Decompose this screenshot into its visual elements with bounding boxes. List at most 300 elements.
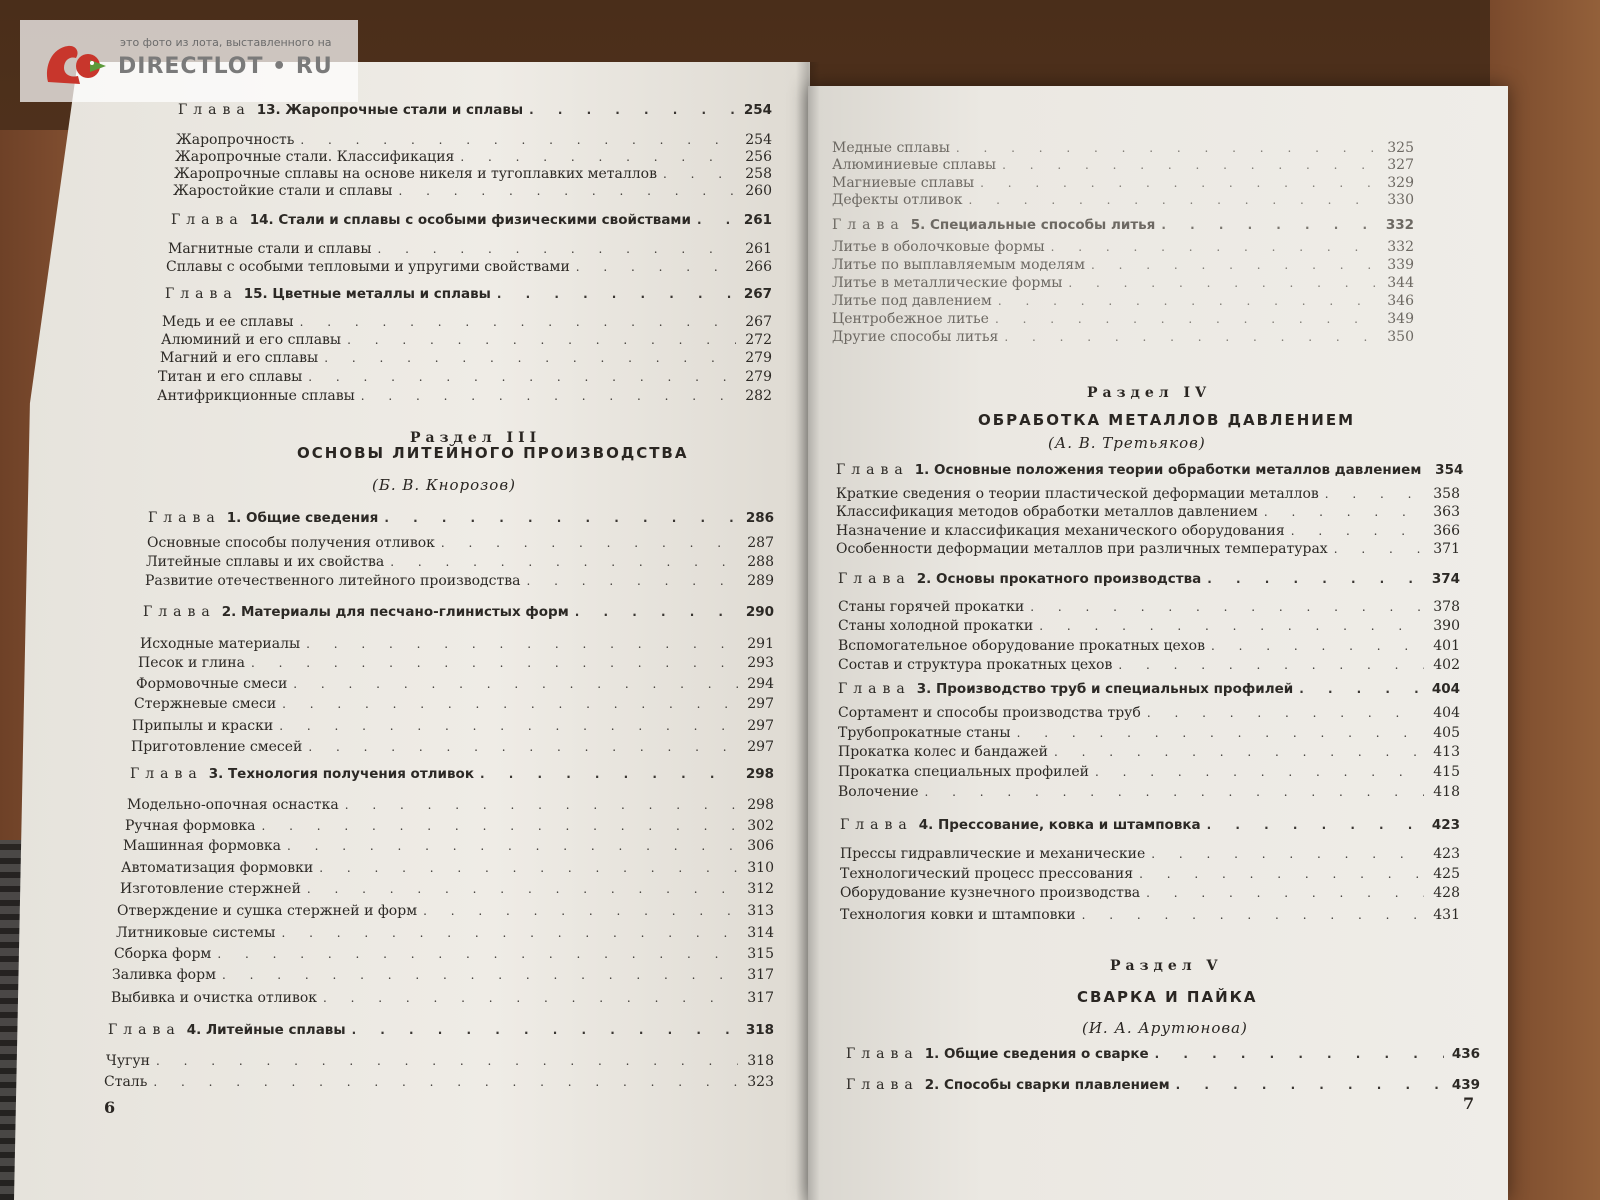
toc-entry-title: Машинная формовка <box>123 838 281 854</box>
toc-entry <box>112 967 774 983</box>
toc-entry-title: Станы холодной прокатки <box>838 618 1034 634</box>
toc-entry-page: 317 <box>747 967 774 983</box>
dot-leader <box>1155 1047 1444 1061</box>
toc-entry-title: Медные сплавы <box>832 140 950 156</box>
toc-entry <box>832 311 1414 327</box>
toc-entry-title: Состав и структура прокатных цехов <box>838 657 1113 673</box>
toc-entry-title: Прокатка колес и бандажей <box>838 744 1048 760</box>
dot-leader <box>1176 1078 1444 1092</box>
chapter-prefix: Глава <box>846 1077 919 1093</box>
toc-chapter-entry <box>832 217 1414 233</box>
dot-leader <box>262 819 738 833</box>
toc-entry-title: Основные способы получения отливок <box>147 535 435 551</box>
toc-entry-page: 428 <box>1433 885 1460 901</box>
toc-entry-page: 286 <box>745 510 774 526</box>
toc-entry-page: 374 <box>1431 571 1460 587</box>
toc-chapter-entry <box>171 212 772 228</box>
toc-entry-page: 258 <box>745 166 772 182</box>
toc-entry <box>838 784 1460 800</box>
toc-entry-title: 15. Цветные металлы и сплавы <box>243 286 491 302</box>
toc-entry-page: 315 <box>747 946 774 962</box>
toc-chapter-entry <box>165 286 772 302</box>
dot-leader <box>281 926 738 940</box>
dot-leader <box>306 637 738 651</box>
dot-leader <box>697 213 736 227</box>
dot-leader <box>1082 908 1424 922</box>
toc-entry-title: Центробежное литье <box>832 311 989 327</box>
chapter-prefix: Глава <box>130 766 203 782</box>
toc-entry-title: Стержневые смеси <box>134 696 277 712</box>
toc-entry <box>116 925 774 941</box>
page-number-left: 6 <box>104 1098 116 1117</box>
toc-entry-title: Волочение <box>838 784 919 800</box>
dot-leader <box>1147 706 1424 720</box>
toc-entry-page: 279 <box>745 369 772 385</box>
dot-leader <box>1325 487 1424 501</box>
dot-leader <box>1004 330 1378 344</box>
toc-entry-page: 290 <box>745 604 774 620</box>
toc-entry-page: 318 <box>747 1053 774 1069</box>
toc-entry-page: 254 <box>743 102 772 118</box>
toc-entry <box>121 860 774 876</box>
toc-entry-title: 1. Общие сведения о сварке <box>924 1046 1149 1062</box>
toc-entry-title: Назначение и классификация механического оборудования <box>836 523 1285 539</box>
toc-entry-page: 294 <box>747 676 774 692</box>
dot-leader <box>497 287 736 301</box>
dot-leader <box>998 294 1378 308</box>
toc-entry-page: 318 <box>745 1022 774 1038</box>
dot-leader <box>423 904 738 918</box>
toc-entry-page: 329 <box>1387 175 1414 191</box>
toc-entry-page: 325 <box>1387 140 1414 156</box>
toc-entry-title: Сортамент и способы производства труб <box>838 705 1141 721</box>
dot-leader <box>347 333 736 347</box>
toc-entry-page: 288 <box>747 554 774 570</box>
toc-chapter-entry <box>838 571 1460 587</box>
toc-entry-page: 327 <box>1387 157 1414 173</box>
toc-entry <box>836 504 1460 520</box>
toc-entry <box>136 676 774 692</box>
toc-entry <box>173 183 772 199</box>
toc-entry-title: Магниевые сплавы <box>832 175 975 191</box>
chapter-prefix: Глава <box>143 604 216 620</box>
toc-entry <box>832 239 1414 255</box>
toc-entry <box>176 132 772 148</box>
toc-entry <box>147 535 774 551</box>
toc-entry-title: Заливка форм <box>112 967 216 983</box>
dot-leader <box>324 351 736 365</box>
toc-entry <box>161 332 772 348</box>
toc-chapter-entry <box>840 817 1460 833</box>
toc-entry <box>132 718 774 734</box>
toc-entry <box>832 175 1414 191</box>
toc-entry <box>832 192 1414 208</box>
toc-entry-title: Оборудование кузнечного производства <box>840 885 1141 901</box>
toc-chapter-entry <box>108 1022 774 1038</box>
dot-leader <box>307 882 738 896</box>
toc-entry <box>138 655 774 671</box>
toc-entry-title: 2. Материалы для песчано-глинистых форм <box>221 604 569 620</box>
toc-entry <box>174 166 772 182</box>
toc-chapter-entry <box>148 510 774 526</box>
toc-entry <box>832 257 1414 273</box>
toc-entry-page: 323 <box>747 1074 774 1090</box>
dot-leader <box>308 740 738 754</box>
toc-entry <box>158 369 772 385</box>
toc-entry-title: Чугун <box>106 1053 150 1069</box>
toc-chapter-entry <box>846 1077 1480 1093</box>
toc-entry-title: 5. Специальные способы литья <box>910 217 1156 233</box>
dot-leader <box>1002 158 1378 172</box>
dot-leader <box>1054 745 1424 759</box>
toc-entry-page: 371 <box>1433 541 1460 557</box>
dot-leader <box>300 133 736 147</box>
toc-entry-page: 279 <box>745 350 772 366</box>
dot-leader <box>441 536 738 550</box>
toc-entry-page: 282 <box>745 388 772 404</box>
toc-entry-page: 402 <box>1433 657 1460 673</box>
toc-entry-page: 423 <box>1433 846 1460 862</box>
toc-chapter-entry <box>846 1046 1480 1062</box>
toc-chapter-entry <box>130 766 774 782</box>
toc-chapter-entry <box>143 604 774 620</box>
dot-leader <box>1211 639 1424 653</box>
toc-entry-page: 378 <box>1433 599 1460 615</box>
toc-entry <box>840 907 1460 923</box>
toc-entry <box>117 903 774 919</box>
toc-entry-title: Формовочные смеси <box>136 676 288 692</box>
toc-entry-title: Жаропрочность <box>176 132 295 148</box>
toc-entry <box>146 554 774 570</box>
toc-entry <box>131 739 774 755</box>
toc-entry-page: 287 <box>747 535 774 551</box>
dot-leader <box>323 991 738 1005</box>
toc-entry-title: Сплавы с особыми тепловыми и упругими свойствами <box>166 259 570 275</box>
toc-entry-page: 439 <box>1451 1077 1480 1093</box>
toc-chapter-entry <box>178 102 772 118</box>
toc-entry-title: Технологический процесс прессования <box>840 866 1134 882</box>
toc-entry-title: 1. Общие сведения <box>226 510 379 526</box>
dot-leader <box>1091 258 1378 272</box>
dot-leader <box>1291 524 1424 538</box>
toc-entry-page: 272 <box>745 332 772 348</box>
toc-entry-page: 339 <box>1387 257 1414 273</box>
toc-entry-title: Ручная формовка <box>125 818 256 834</box>
toc-entry-page: 405 <box>1433 725 1460 741</box>
toc-entry-page: 418 <box>1433 784 1460 800</box>
toc-entry-title: Сборка форм <box>114 946 212 962</box>
dot-leader <box>1151 847 1424 861</box>
dot-leader <box>1039 619 1424 633</box>
toc-entry-page: 298 <box>747 797 774 813</box>
toc-entry <box>832 293 1414 309</box>
squirrel-logo-icon <box>40 36 112 92</box>
toc-entry-title: Магнитные стали и сплавы <box>168 241 372 257</box>
dot-leader <box>352 1023 738 1037</box>
toc-entry-page: 363 <box>1433 504 1460 520</box>
dot-leader <box>300 315 736 329</box>
dot-leader <box>526 574 738 588</box>
toc-entry <box>840 885 1460 901</box>
toc-entry-page: 330 <box>1387 192 1414 208</box>
dot-leader <box>1207 572 1424 586</box>
toc-entry-page: 297 <box>747 718 774 734</box>
toc-entry <box>168 241 772 257</box>
dot-leader <box>1139 867 1424 881</box>
toc-entry-page: 332 <box>1387 239 1414 255</box>
toc-entry-page: 302 <box>747 818 774 834</box>
toc-entry-title: Литье в металлические формы <box>832 275 1063 291</box>
section-title: СВАРКА И ПАЙКА <box>1077 988 1258 1006</box>
toc-entry <box>832 275 1414 291</box>
toc-entry-page: 261 <box>743 212 772 228</box>
toc-entry-title: Жаростойкие стали и сплавы <box>173 183 393 199</box>
dot-leader <box>576 260 736 274</box>
toc-entry-title: Песок и глина <box>138 655 245 671</box>
dot-leader <box>279 719 738 733</box>
toc-entry-title: Алюминиевые сплавы <box>832 157 997 173</box>
toc-entry-page: 349 <box>1387 311 1414 327</box>
toc-entry-title: Жаропрочные сплавы на основе никеля и тугоплавких металлов <box>174 166 657 182</box>
dot-leader <box>980 176 1378 190</box>
toc-entry <box>106 1053 774 1069</box>
toc-entry <box>832 329 1414 345</box>
chapter-prefix: Глава <box>832 217 905 233</box>
chapter-prefix: Глава <box>838 571 911 587</box>
toc-entry-title: 14. Стали и сплавы с особыми физическими свойствами <box>249 212 691 228</box>
toc-entry-page: 350 <box>1387 329 1414 345</box>
dot-leader <box>1068 276 1378 290</box>
toc-entry-page: 306 <box>747 838 774 854</box>
toc-entry-page: 317 <box>747 990 774 1006</box>
toc-entry-page: 267 <box>743 286 772 302</box>
toc-entry-title: 4. Прессование, ковка и штамповка <box>918 817 1201 833</box>
toc-entry-page: 404 <box>1433 705 1460 721</box>
toc-entry-page: 425 <box>1433 866 1460 882</box>
dot-leader <box>251 656 738 670</box>
section-label: Раздел V <box>1110 958 1223 974</box>
dot-leader <box>217 947 738 961</box>
toc-entry-page: 346 <box>1387 293 1414 309</box>
toc-entry-page: 313 <box>747 903 774 919</box>
dot-leader <box>925 785 1424 799</box>
toc-entry-page: 436 <box>1451 1046 1480 1062</box>
toc-entry-title: 1. Основные положения теории обработки металлов давлением <box>914 462 1422 478</box>
toc-entry-title: Технология ковки и штамповки <box>840 907 1076 923</box>
dot-leader <box>345 798 738 812</box>
toc-chapter-entry <box>838 681 1460 697</box>
section-author: (А. В. Третьяков) <box>1048 434 1206 452</box>
toc-entry-page: 291 <box>747 636 774 652</box>
toc-entry <box>838 638 1460 654</box>
toc-entry <box>166 259 772 275</box>
section-title: ОБРАБОТКА МЕТАЛЛОВ ДАВЛЕНИЕМ <box>978 411 1356 429</box>
toc-entry <box>162 314 772 330</box>
toc-entry <box>104 1074 774 1090</box>
page-number-right: 7 <box>1463 1094 1475 1113</box>
toc-entry <box>838 764 1460 780</box>
dot-leader <box>398 184 736 198</box>
toc-entry-title: Станы горячей прокатки <box>838 599 1025 615</box>
toc-entry-title: Прокатка специальных профилей <box>838 764 1089 780</box>
section-author: (И. А. Арутюнова) <box>1082 1019 1248 1037</box>
toc-entry-page: 289 <box>747 573 774 589</box>
toc-entry-title: Титан и его сплавы <box>158 369 303 385</box>
toc-entry-title: Автоматизация формовки <box>121 860 314 876</box>
section-title: ОСНОВЫ ЛИТЕЙНОГО ПРОИЗВОДСТВА <box>297 444 689 462</box>
toc-entry-page: 260 <box>745 183 772 199</box>
toc-entry-title: Литье по выплавляемым моделям <box>832 257 1086 273</box>
toc-entry-title: Краткие сведения о теории пластической деформации металлов <box>836 486 1319 502</box>
dot-leader <box>1030 600 1424 614</box>
toc-entry-page: 293 <box>747 655 774 671</box>
toc-entry-page: 404 <box>1431 681 1460 697</box>
toc-entry-title: Классификация методов обработки металлов давлением <box>836 504 1258 520</box>
dot-leader <box>995 312 1378 326</box>
watermark-caption: это фото из лота, выставленного на <box>120 36 332 49</box>
toc-entry <box>111 990 774 1006</box>
toc-entry-page: 354 <box>1435 462 1464 478</box>
toc-entry <box>840 846 1460 862</box>
toc-entry <box>127 797 774 813</box>
dot-leader <box>460 150 736 164</box>
toc-entry-title: Сталь <box>104 1074 148 1090</box>
toc-entry-title: Литниковые системы <box>116 925 276 941</box>
toc-entry <box>838 657 1460 673</box>
toc-entry-page: 358 <box>1433 486 1460 502</box>
dot-leader <box>390 555 738 569</box>
toc-entry-title: Припылы и краски <box>132 718 274 734</box>
toc-entry-title: 3. Технология получения отливок <box>208 766 474 782</box>
section-label: Раздел IV <box>1087 385 1211 401</box>
toc-entry-page: 314 <box>747 925 774 941</box>
chapter-prefix: Глава <box>840 817 913 833</box>
toc-entry-title: Модельно-опочная оснастка <box>127 797 339 813</box>
toc-entry-page: 297 <box>747 696 774 712</box>
toc-entry-title: 13. Жаропрочные стали и сплавы <box>256 102 524 118</box>
chapter-prefix: Глава <box>171 212 244 228</box>
toc-entry-title: Вспомогательное оборудование прокатных цехов <box>838 638 1205 654</box>
toc-entry <box>832 157 1414 173</box>
toc-entry-title: Приготовление смесей <box>131 739 303 755</box>
chapter-prefix: Глава <box>165 286 238 302</box>
toc-entry-title: Литье в оболочковые формы <box>832 239 1045 255</box>
chapter-prefix: Глава <box>836 462 909 478</box>
toc-entry-page: 431 <box>1433 907 1460 923</box>
toc-entry <box>840 866 1460 882</box>
toc-entry-page: 366 <box>1433 523 1460 539</box>
dot-leader <box>1095 765 1424 779</box>
chapter-prefix: Глава <box>148 510 221 526</box>
dot-leader <box>1118 658 1424 672</box>
toc-entry-title: Жаропрочные стали. Классификация <box>175 149 455 165</box>
toc-entry-title: Алюминий и его сплавы <box>161 332 342 348</box>
watermark <box>20 20 358 102</box>
toc-entry-page: 298 <box>745 766 774 782</box>
section-author: (Б. В. Кнорозов) <box>372 476 516 494</box>
toc-entry <box>832 140 1414 156</box>
toc-entry <box>114 946 774 962</box>
dot-leader <box>361 389 736 403</box>
toc-entry-page: 413 <box>1433 744 1460 760</box>
toc-entry <box>838 705 1460 721</box>
dot-leader <box>480 767 738 781</box>
dot-leader <box>384 511 738 525</box>
toc-entry-page: 423 <box>1431 817 1460 833</box>
toc-entry-page: 261 <box>745 241 772 257</box>
dot-leader <box>1051 240 1378 254</box>
toc-entry-title: Медь и ее сплавы <box>162 314 294 330</box>
toc-entry-title: Антифрикционные сплавы <box>157 388 355 404</box>
toc-entry-page: 401 <box>1433 638 1460 654</box>
dot-leader <box>222 968 738 982</box>
toc-entry-page: 256 <box>745 149 772 165</box>
toc-entry-page: 415 <box>1433 764 1460 780</box>
toc-entry <box>175 149 772 165</box>
chapter-prefix: Глава <box>178 102 251 118</box>
dot-leader <box>575 605 738 619</box>
toc-entry <box>838 744 1460 760</box>
dot-leader <box>1207 818 1424 832</box>
dot-leader <box>1264 505 1424 519</box>
dot-leader <box>287 839 738 853</box>
toc-entry-page: 310 <box>747 860 774 876</box>
toc-entry-page: 312 <box>747 881 774 897</box>
toc-entry <box>145 573 774 589</box>
toc-entry <box>120 881 774 897</box>
toc-entry-title: Литье под давлением <box>832 293 992 309</box>
toc-entry-title: Прессы гидравлические и механические <box>840 846 1146 862</box>
toc-entry <box>160 350 772 366</box>
toc-entry-page: 390 <box>1433 618 1460 634</box>
toc-entry-title: Развитие отечественного литейного производства <box>145 573 521 589</box>
toc-entry-title: Другие способы литья <box>832 329 999 345</box>
toc-entry-page: 267 <box>745 314 772 330</box>
toc-entry-title: Изготовление стержней <box>120 881 301 897</box>
dot-leader <box>153 1075 738 1089</box>
dot-leader <box>282 697 738 711</box>
toc-entry-title: Отверждение и сушка стержней и форм <box>117 903 418 919</box>
toc-entry <box>836 541 1460 557</box>
chapter-prefix: Глава <box>838 681 911 697</box>
toc-entry <box>123 838 774 854</box>
dot-leader <box>156 1054 738 1068</box>
toc-entry <box>134 696 774 712</box>
dot-leader <box>1334 542 1424 556</box>
toc-entry-title: Исходные материалы <box>140 636 301 652</box>
dot-leader <box>956 141 1378 155</box>
dot-leader <box>1161 218 1378 232</box>
chapter-prefix: Глава <box>846 1046 919 1062</box>
chapter-prefix: Глава <box>108 1022 181 1038</box>
toc-entry-title: Особенности деформации металлов при различных температурах <box>836 541 1328 557</box>
toc-entry-title: Магний и его сплавы <box>160 350 319 366</box>
dot-leader <box>1146 886 1424 900</box>
toc-entry-page: 266 <box>745 259 772 275</box>
toc-chapter-entry <box>836 462 1464 478</box>
dot-leader <box>293 677 738 691</box>
toc-entry-title: 2. Основы прокатного производства <box>916 571 1202 587</box>
toc-entry-page: 332 <box>1385 217 1414 233</box>
toc-entry <box>836 523 1460 539</box>
toc-entry <box>836 486 1460 502</box>
toc-entry <box>140 636 774 652</box>
dot-leader <box>1299 682 1424 696</box>
toc-entry <box>125 818 774 834</box>
watermark-brand: DIRECTLOT • RU <box>118 54 333 79</box>
dot-leader <box>377 242 736 256</box>
toc-entry-title: Трубопрокатные станы <box>838 725 1011 741</box>
